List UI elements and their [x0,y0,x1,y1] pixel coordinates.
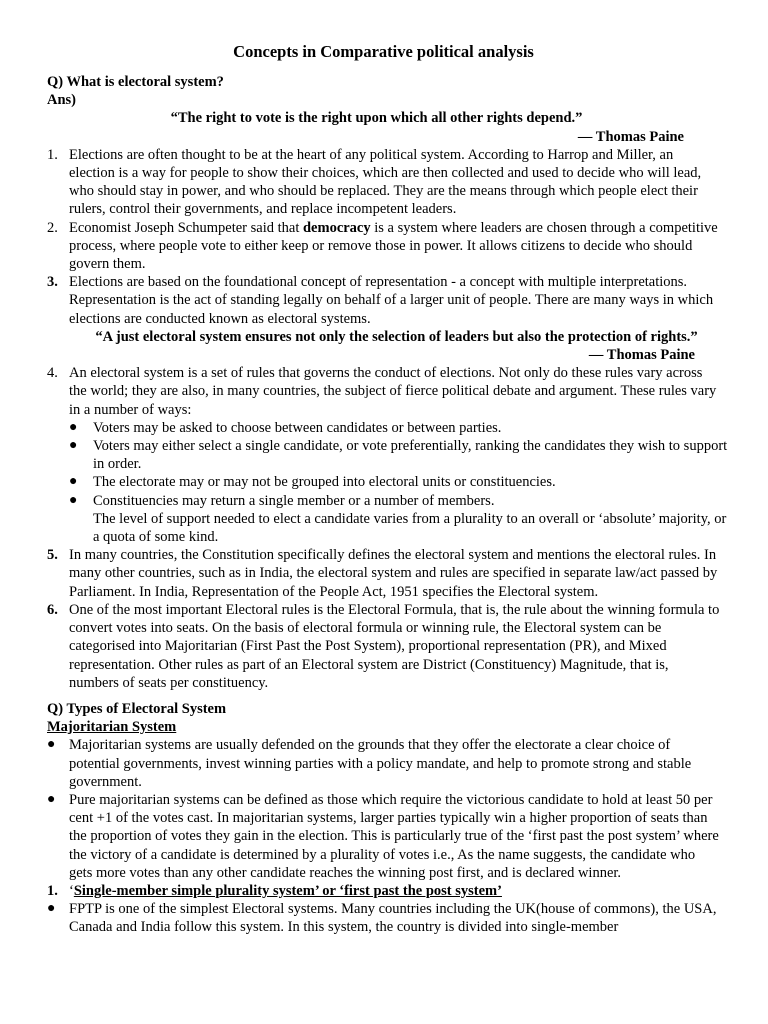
item-text: One of the most important Electoral rules is the Electoral Formula, that is, the rule about the winning formula to convert votes into seats. On the basis of electoral formula or winning rule, the Electoral system can be categorised into Majoritarian (First Past the Post System), proportional representation (PR), and Mixed representation. Other rules as part of an Electoral system are District (Constituency) Magnitude, that is, numbers of seats per constituency. [69,601,720,691]
item-number: 1. [47,146,58,163]
item-text: In many countries, the Constitution specifically defines the electoral system and mentions the electoral rules. In many other countries, such as in India, the electoral system and rules are specified in separate law/act passed by Parliament. In India, Representation of the People Act, 1951 specifies the Electoral system. [69,547,718,600]
sub-bullet-list [69,419,732,546]
bullet-icon: ● [69,492,78,508]
quote-2: “A just electoral system ensures not only the selection of leaders but also the protection of rights.” [95,328,698,345]
numbered-list-3 [47,546,720,692]
quote-1-attribution: — Thomas Paine [577,128,684,145]
bullet-icon: ● [47,791,56,807]
majoritarian-bullet-list [47,736,720,882]
bullet-item: ● FPTP is one of the simplest Electoral systems. Many countries including the UK(house of commons), the USA, Canada and India follow this system. In this system, the country is divided into single-member [47,901,717,936]
fptp-open-quote: ‘ [69,882,74,899]
item-number: 2. [47,219,58,236]
subsection-heading: Majoritarian System [47,719,177,736]
numbered-list-4 [47,882,720,900]
page-title: Concepts in Comparative political analysis [233,42,534,61]
bullet-icon: ● [69,474,78,490]
item-text-post: is a system where leaders are chosen through a competitive process, where people vote to either keep or remove those in power. It allows citizens to decide who should govern them. [69,219,718,273]
list-item [47,882,720,900]
item-number: 1. [47,882,58,899]
item-text: An electoral system is a set of rules that governs the conduct of elections. Not only do these rules vary across the world; they are also, in many countries, the subject of fierce political debate and argument. These rules vary in a number of ways: [69,365,717,418]
quote-1: “The right to vote is the right upon which all other rights depend.” [170,110,583,127]
list-item [47,219,720,274]
list-item [47,601,720,692]
bullet-item: ● The electorate may or may not be grouped into electoral units or constituencies. [69,474,556,491]
list-item [47,273,720,328]
fptp-heading: Single-member simple plurality system’ or ‘first past the post system’ [73,882,502,899]
numbered-list-2 [47,364,720,419]
bullet-icon: ● [47,901,56,917]
spacer [47,692,720,700]
bullet-continuation: The level of support needed to elect a candidate varies from a plurality to an overall or ‘absolute’ majority, or a quota of some kind. [93,510,727,546]
question-heading: Q) What is electoral system? [47,74,224,90]
section-heading: Q) Types of Electoral System [47,700,227,717]
numbered-list-1 [47,146,720,328]
list-item [47,146,720,219]
bullet-icon: ● [47,737,56,753]
bullet-item: ● Pure majoritarian systems can be defined as those which require the victorious candidate to hold at least 50 per cent +1 of the votes cast. In majoritarian systems, larger parties typically win a higher proportion of seats than the proportion of votes they gain in the election. This is particularly true of the ‘first past the post system’ where the victory of a candidate is determined by a plurality of votes i.e., As the name suggests, the candidate who gets more votes than any other candidate reaches the winning post first, and is declared winner. [47,791,719,881]
bullet-item: ● Voters may either select a single candidate, or vote preferentially, ranking the candidates they wish to support in order. [69,438,728,473]
item-number: 6. [47,601,58,618]
bullet-icon: ● [69,419,78,435]
item-text: Elections are often thought to be at the heart of any political system. According to Harrop and Miller, an election is a way for people to show their choices, which are then collected and used to decide who will lead, who should stay in power, and who should be replaced. They are the means through which people elect their rulers, control their governments, and replace incompetent leaders. [69,146,702,218]
item-text-strong: democracy [302,219,371,236]
list-item [47,364,720,419]
quote-2-attribution: — Thomas Paine [588,347,695,364]
bullet-item: ● Voters may be asked to choose between candidates or between parties. [69,419,502,436]
list-item [47,546,720,601]
item-number: 3. [47,274,58,291]
bullet-item: ● Constituencies may return a single member or a number of members. [69,492,495,509]
item-number: 5. [47,547,58,564]
fptp-bullet-list [47,900,720,936]
item-text-pre: Economist Joseph Schumpeter said that [69,219,303,236]
item-number: 4. [47,365,58,382]
bullet-item: ● Majoritarian systems are usually defended on the grounds that they offer the electorate a clear choice of potential governments, invest winning parties with a policy mandate, and help to promote strong and stable government. [47,737,692,790]
answer-label: Ans) [47,92,77,109]
item-text: Elections are based on the foundational concept of representation - a concept with multiple interpretations. Representation is the act of standing legally on behalf of a larger unit of people. There are many ways in which elections are conducted known as electoral systems. [69,274,714,327]
bullet-icon: ● [69,438,78,454]
